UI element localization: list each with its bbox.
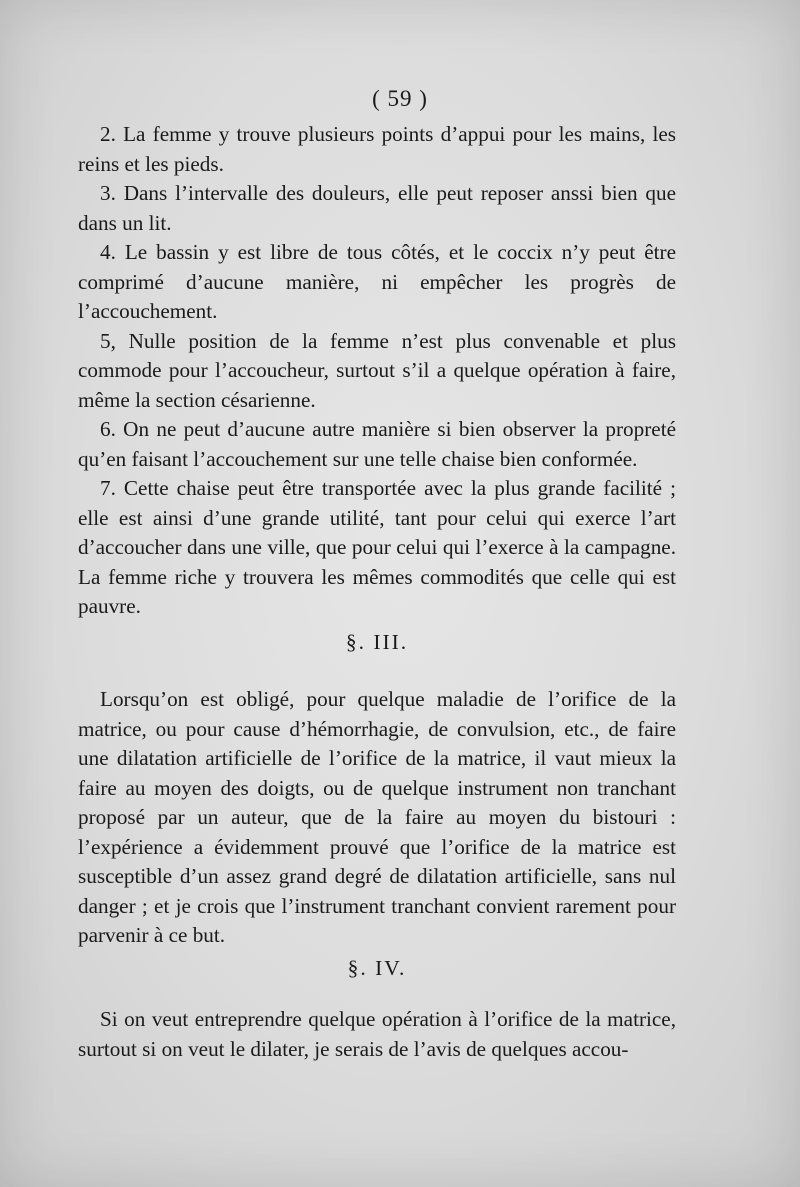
page-number: ( 59 ): [372, 86, 428, 111]
list-item-3: 3. Dans l’intervalle des douleurs, elle peut reposer anssi bien que dans un lit.: [78, 181, 676, 235]
section-heading-4: §. IV.: [347, 955, 407, 980]
list-item-5: 5, Nulle position de la femme n’est plus convenable et plus commode pour l’accoucheur, surtout s’il a quelque opération à faire, même la section césarienne.: [78, 328, 676, 412]
section-heading-3: §. III.: [345, 629, 409, 654]
list-item-6: 6. On ne peut d’aucune autre manière si bien observer la propreté qu’en faisant l’accouchement sur une telle chaise bien conformée.: [78, 417, 676, 471]
list-item-2: 2. La femme y trouve plusieurs points d’appui pour les mains, les reins et les pieds.: [78, 122, 676, 176]
section-3-paragraph: Lorsqu’on est obligé, pour quelque maladie de l’orifice de la matrice, ou pour cause d’hémorrhagie, de convulsion, etc., de faire une dilatation artificielle de l’orifice de la matrice, il vaut mieux la faire au moyen des doigts, ou de quelque instrument non tranchant proposé par un auteur, que de la faire au moyen du bistouri : l’expérience a évidemment prouvé que l’orifice de la matrice est susceptible d’un assez grand degré de dilatation artificielle, sans nul danger ; et je crois que l’instrument tranchant convient rarement pour parvenir à ce but.: [78, 687, 676, 947]
list-item-7: 7. Cette chaise peut être transportée avec la plus grande facilité ; elle est ainsi d’une grande utilité, tant pour celui qui exerce l’art d’accoucher dans une ville, que pour celui qui l’exerce à la campagne. La femme riche y trouvera les mêmes commodités que celle qui est pauvre.: [78, 476, 676, 618]
page-body: [78, 120, 676, 1064]
list-item-4: 4. Le bassin y est libre de tous côtés, et le coccix n’y peut être comprimé d’aucune manière, ni empêcher les progrès de l’accouchement.: [78, 240, 676, 323]
section-4-paragraph: Si on veut entreprendre quelque opération à l’orifice de la matrice, surtout si on veut le dilater, je serais de l’avis de quelques accou-: [78, 1007, 676, 1061]
